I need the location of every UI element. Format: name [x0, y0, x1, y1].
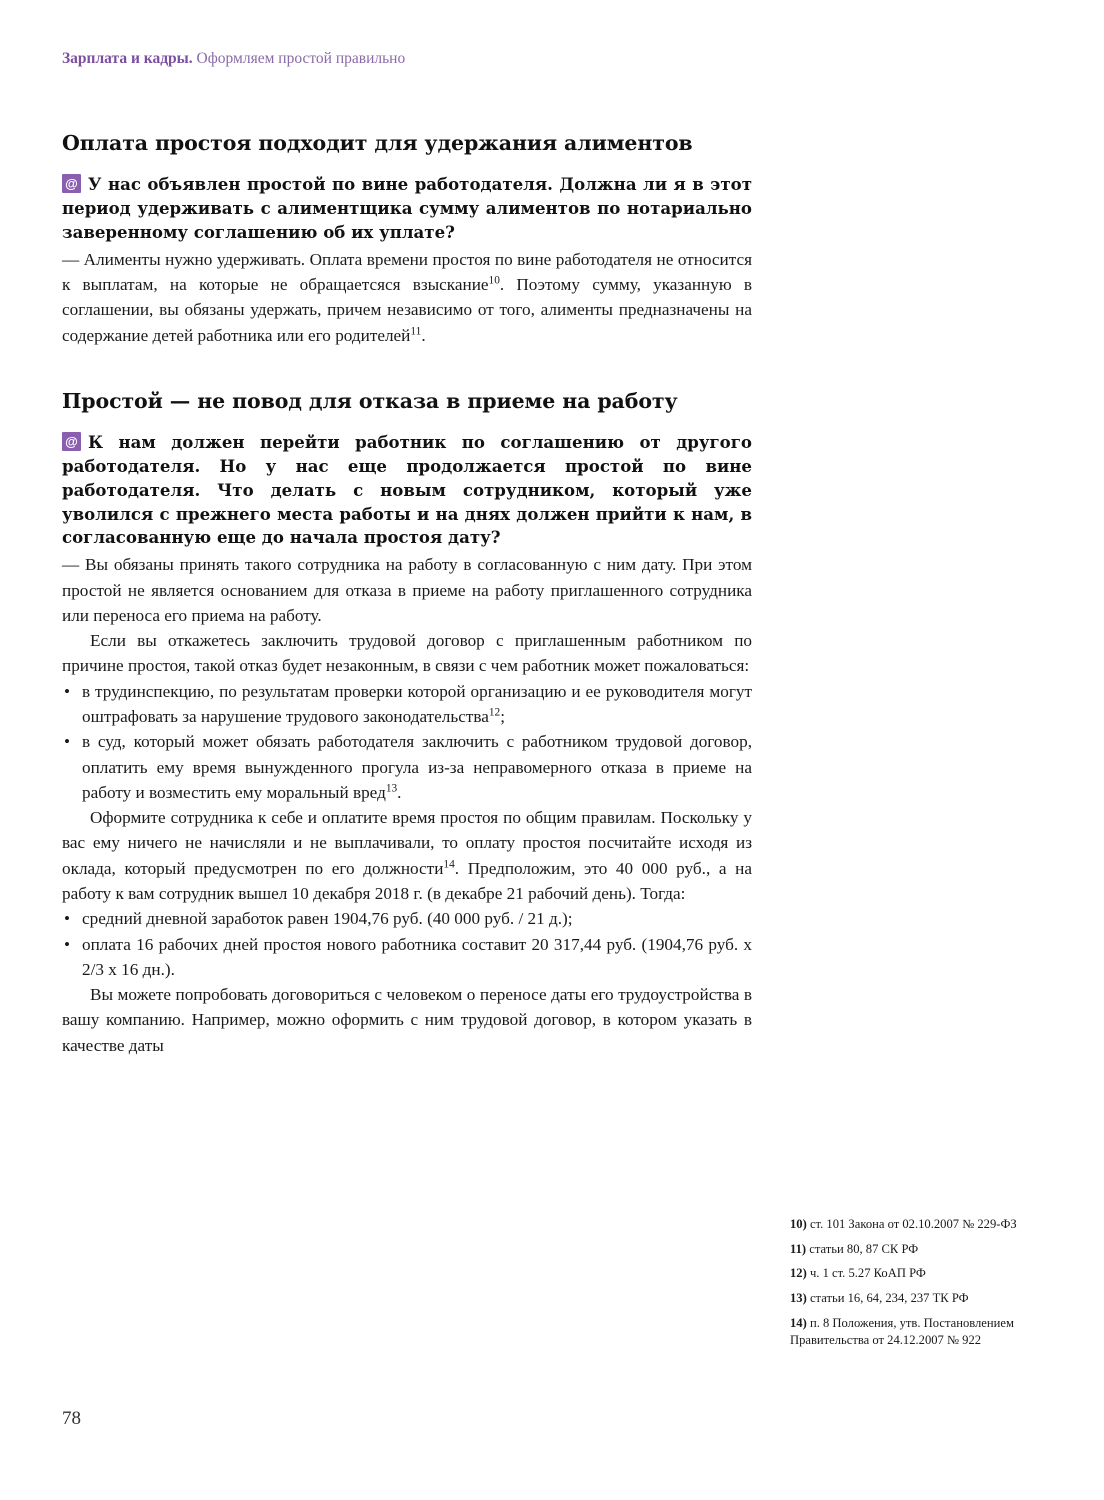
complaint-list — [62, 679, 752, 805]
question-block — [62, 173, 752, 245]
question-text: К нам должен перейти работник по соглашению от другого работодателя. Но у нас еще продолжается простой по вине работодателя. Что делать с новым сотрудником, который уже уволился с прежнего места работы и на днях должен прийти к нам, в согласованную еще до начала простоя дату? — [62, 431, 752, 548]
footnote-number: 11) — [790, 1241, 807, 1256]
question-block — [62, 431, 752, 550]
footnote — [790, 1216, 1025, 1233]
question-text: У нас объявлен простой по вине работодателя. Должна ли я в этот период удерживать с алиментщика сумму алиментов по нотариально заверенному соглашению об их уплате? — [62, 174, 752, 242]
answer-paragraph: — Алименты нужно удерживать. Оплата времени простоя по вине работодателя не относится к выплатам, на которые не обращаетсяся взыскание$^{10}$. Поэтому сумму, указанную в соглашении, вы обязаны удержать, причем независимо от того, алименты предназначены на содержание детей работника или его родителей$^{11}$. — [62, 249, 752, 345]
list-item: • оплата 16 рабочих дней простоя нового работника составит 20 317,44 руб. (1904,76 руб. x 2/3 x 16 дн.). — [62, 932, 752, 983]
page-number: 78 — [62, 1408, 81, 1429]
list-item: • средний дневной заработок равен 1904,76 руб. (40 000 руб. / 21 д.); — [62, 906, 752, 931]
footnotes-column — [790, 1216, 1025, 1356]
footnote-number: 10) — [790, 1217, 807, 1231]
answer-paragraph-4: Вы можете попробовать договориться с человеком о переносе даты его трудоустройства в вашу компанию. Например, можно оформить с ним трудовой договор, в котором указать в качестве даты — [62, 985, 752, 1055]
answer-paragraph-2: Если вы откажетесь заключить трудовой договор с приглашенным работником по причине простоя, такой отказ будет незаконным, в связи с чем работник может пожаловаться: — [62, 631, 752, 676]
footnote-text: п. 8 Положения, утв. Постановлением Правительства от 24.12.2007 № 922 — [790, 1315, 1014, 1347]
footnote — [790, 1315, 1025, 1348]
footnote — [790, 1290, 1025, 1307]
running-head-article: Оформляем простой правильно — [196, 50, 406, 67]
section-hiring — [62, 388, 752, 1058]
email-icon: @ — [62, 432, 81, 451]
answer-paragraph-1: — Вы обязаны принять такого сотрудника на работу в согласованную с ним дату. При этом простой не является основанием для отказа в приеме на работу приглашенного сотрудника или переноса его приема на работу. — [62, 555, 752, 625]
footnote-text: ч. 1 ст. 5.27 КоАП РФ — [809, 1266, 926, 1281]
list-item: • в трудинспекцию, по результатам проверки которой организацию и ее руководителя могут оштрафовать за нарушение трудового законодательства$^{12}$; — [62, 679, 752, 730]
footnote-text: ст. 101 Закона от 02.10.2007 № 229-ФЗ — [809, 1217, 1017, 1231]
answer-paragraph-3: Оформите сотрудника к себе и оплатите время простоя по общим правилам. Поскольку у вас ему ничего не начисляли и не выплачивали, то оплату простоя посчитайте исходя из оклада, который предусмотрен по его должности$^{14}$. Предположим, это 40 000 руб., а на работу к вам сотрудник вышел 10 декабря 2018 г. (в декабре 21 рабочий день). Тогда: — [62, 808, 752, 903]
footnote-text: статьи 80, 87 СК РФ — [809, 1241, 919, 1256]
running-head — [62, 50, 962, 69]
section-alimony — [62, 130, 752, 348]
footnote-number: 13) — [790, 1291, 807, 1306]
running-head-section: Зарплата и кадры. — [62, 50, 193, 67]
footnote — [790, 1265, 1025, 1282]
section-title: Оплата простоя подходит для удержания алиментов — [62, 131, 693, 155]
section-title: Простой — не повод для отказа в приеме на работу — [62, 388, 678, 413]
calculation-list — [62, 906, 752, 982]
footnote-text: статьи 16, 64, 234, 237 ТК РФ — [809, 1291, 969, 1306]
footnote-number: 12) — [790, 1266, 807, 1281]
email-icon: @ — [62, 174, 81, 193]
footnote-number: 14) — [790, 1315, 807, 1330]
list-item: • в суд, который может обязать работодателя заключить с работником трудовой договор, оплатить ему время вынужденного прогула из-за неправомерного отказа в приеме на работу и возместить ему моральный вред$^{13}$. — [62, 729, 752, 805]
main-text-column — [62, 130, 752, 1088]
footnote — [790, 1241, 1025, 1258]
